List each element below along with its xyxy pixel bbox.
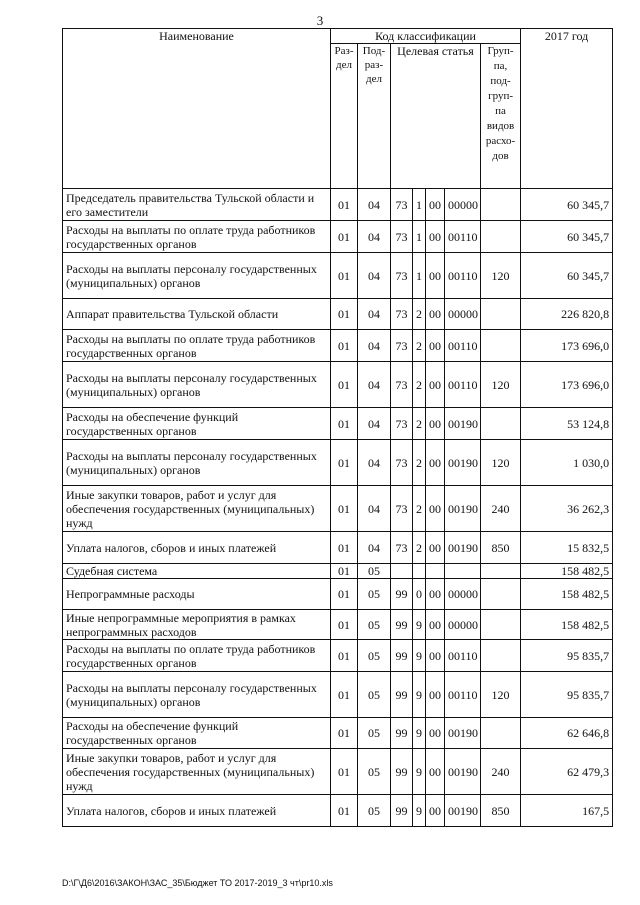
table-row <box>63 640 613 672</box>
row-name: Аппарат правительства Тульской области <box>63 299 331 330</box>
row-expense-type: 120 <box>481 440 521 486</box>
row-amount: 158 482,5 <box>521 610 613 640</box>
row-target-code: 00190 <box>445 408 481 440</box>
row-target-code: 00190 <box>445 440 481 486</box>
table-body <box>63 189 613 827</box>
row-amount: 167,5 <box>521 795 613 827</box>
table-row <box>63 253 613 299</box>
row-name: Расходы на выплаты по оплате труда работников государственных органов <box>63 640 331 672</box>
row-target-program: 73 <box>391 189 413 221</box>
table-row <box>63 610 613 640</box>
row-section: 01 <box>331 253 358 299</box>
row-subsection: 05 <box>358 672 391 718</box>
row-name: Иные непрограммные мероприятия в рамках непрограммных расходов <box>63 610 331 640</box>
header-subsection: Под- раз- дел <box>358 44 391 189</box>
row-subsection: 04 <box>358 532 391 564</box>
row-target-direction: 00 <box>426 640 445 672</box>
row-section: 01 <box>331 610 358 640</box>
row-target-program: 99 <box>391 672 413 718</box>
row-name: Расходы на выплаты по оплате труда работников государственных органов <box>63 221 331 253</box>
row-target-program: 73 <box>391 253 413 299</box>
row-subsection: 05 <box>358 640 391 672</box>
row-section: 01 <box>331 330 358 362</box>
row-target-program: 73 <box>391 408 413 440</box>
row-target-code: 00110 <box>445 362 481 408</box>
row-section: 01 <box>331 221 358 253</box>
row-expense-type <box>481 640 521 672</box>
row-target-code <box>445 564 481 579</box>
row-target-subprogram: 9 <box>413 795 426 827</box>
row-target-direction: 00 <box>426 253 445 299</box>
row-target-direction: 00 <box>426 408 445 440</box>
row-name: Расходы на выплаты персоналу государственных (муниципальных) органов <box>63 440 331 486</box>
row-expense-type: 850 <box>481 795 521 827</box>
row-target-program: 99 <box>391 749 413 795</box>
table-row <box>63 299 613 330</box>
row-target-direction: 00 <box>426 486 445 532</box>
row-amount: 62 646,8 <box>521 718 613 749</box>
row-target-direction: 00 <box>426 795 445 827</box>
row-subsection: 05 <box>358 564 391 579</box>
row-expense-type: 240 <box>481 749 521 795</box>
row-target-program: 73 <box>391 532 413 564</box>
row-amount: 95 835,7 <box>521 640 613 672</box>
row-name: Расходы на обеспечение функций государственных органов <box>63 408 331 440</box>
row-target-subprogram: 9 <box>413 640 426 672</box>
row-name: Председатель правительства Тульской области и его заместители <box>63 189 331 221</box>
row-target-code: 00190 <box>445 718 481 749</box>
header-name: Наименование <box>63 29 331 189</box>
row-target-code: 00000 <box>445 579 481 610</box>
table-row <box>63 221 613 253</box>
row-target-direction: 00 <box>426 672 445 718</box>
row-target-direction <box>426 564 445 579</box>
table-row <box>63 564 613 579</box>
page-number: 3 <box>316 13 324 28</box>
row-name: Расходы на обеспечение функций государственных органов <box>63 718 331 749</box>
row-name: Иные закупки товаров, работ и услуг для обеспечения государственных (муниципальных) нужд <box>63 486 331 532</box>
row-amount: 158 482,5 <box>521 564 613 579</box>
row-name: Уплата налогов, сборов и иных платежей <box>63 795 331 827</box>
row-target-direction: 00 <box>426 362 445 408</box>
row-section: 01 <box>331 564 358 579</box>
row-amount: 62 479,3 <box>521 749 613 795</box>
row-expense-type <box>481 564 521 579</box>
row-section: 01 <box>331 718 358 749</box>
row-expense-type: 120 <box>481 672 521 718</box>
row-subsection: 04 <box>358 486 391 532</box>
row-target-direction: 00 <box>426 532 445 564</box>
row-target-direction: 00 <box>426 610 445 640</box>
table-row <box>63 440 613 486</box>
row-amount: 60 345,7 <box>521 221 613 253</box>
row-target-code: 00190 <box>445 532 481 564</box>
row-target-subprogram: 1 <box>413 253 426 299</box>
row-subsection: 04 <box>358 440 391 486</box>
row-target-code: 00190 <box>445 795 481 827</box>
table-row <box>63 362 613 408</box>
row-target-direction: 00 <box>426 221 445 253</box>
row-section: 01 <box>331 579 358 610</box>
row-amount: 95 835,7 <box>521 672 613 718</box>
row-expense-type: 120 <box>481 362 521 408</box>
budget-table <box>62 28 613 827</box>
row-amount: 53 124,8 <box>521 408 613 440</box>
row-subsection: 05 <box>358 579 391 610</box>
row-target-program: 99 <box>391 640 413 672</box>
header-target: Целевая статья <box>391 44 481 189</box>
row-target-code: 00000 <box>445 610 481 640</box>
row-target-direction: 00 <box>426 718 445 749</box>
row-target-subprogram: 1 <box>413 189 426 221</box>
row-target-program: 99 <box>391 718 413 749</box>
row-expense-type <box>481 189 521 221</box>
table-row <box>63 330 613 362</box>
file-path-footer: D:\Г\Д6\2016\ЗАКОН\ЗАС_35\Бюджет ТО 2017-2019_3 чт\pr10.xls <box>62 878 333 888</box>
table-row <box>63 749 613 795</box>
row-amount: 36 262,3 <box>521 486 613 532</box>
row-target-code: 00110 <box>445 330 481 362</box>
row-target-subprogram: 9 <box>413 749 426 795</box>
row-section: 01 <box>331 362 358 408</box>
row-amount: 173 696,0 <box>521 330 613 362</box>
row-target-program: 73 <box>391 299 413 330</box>
row-section: 01 <box>331 640 358 672</box>
row-target-subprogram <box>413 564 426 579</box>
table-row <box>63 532 613 564</box>
table-row <box>63 486 613 532</box>
row-target-program: 73 <box>391 486 413 532</box>
row-amount: 60 345,7 <box>521 189 613 221</box>
row-amount: 15 832,5 <box>521 532 613 564</box>
row-section: 01 <box>331 749 358 795</box>
row-expense-type <box>481 610 521 640</box>
row-amount: 226 820,8 <box>521 299 613 330</box>
header-year: 2017 год <box>521 29 613 189</box>
row-target-subprogram: 2 <box>413 330 426 362</box>
table-row <box>63 189 613 221</box>
row-target-subprogram: 2 <box>413 440 426 486</box>
row-amount: 60 345,7 <box>521 253 613 299</box>
row-target-direction: 00 <box>426 189 445 221</box>
row-section: 01 <box>331 532 358 564</box>
table-row <box>63 408 613 440</box>
row-expense-type <box>481 330 521 362</box>
row-target-subprogram: 9 <box>413 718 426 749</box>
row-target-code: 00000 <box>445 189 481 221</box>
row-name: Расходы на выплаты персоналу государственных (муниципальных) органов <box>63 362 331 408</box>
row-target-subprogram: 2 <box>413 532 426 564</box>
header-code: Код классификации <box>331 29 521 44</box>
row-section: 01 <box>331 795 358 827</box>
table-row <box>63 718 613 749</box>
row-name: Расходы на выплаты персоналу государственных (муниципальных) органов <box>63 253 331 299</box>
row-target-subprogram: 0 <box>413 579 426 610</box>
row-target-direction: 00 <box>426 749 445 795</box>
row-target-program <box>391 564 413 579</box>
row-section: 01 <box>331 672 358 718</box>
row-target-program: 73 <box>391 362 413 408</box>
row-target-direction: 00 <box>426 579 445 610</box>
row-name: Расходы на выплаты по оплате труда работников государственных органов <box>63 330 331 362</box>
row-section: 01 <box>331 408 358 440</box>
row-section: 01 <box>331 440 358 486</box>
row-expense-type: 120 <box>481 253 521 299</box>
row-target-subprogram: 9 <box>413 672 426 718</box>
row-target-program: 99 <box>391 610 413 640</box>
row-expense-type: 240 <box>481 486 521 532</box>
row-target-code: 00110 <box>445 221 481 253</box>
row-subsection: 04 <box>358 253 391 299</box>
row-subsection: 04 <box>358 362 391 408</box>
row-expense-type <box>481 579 521 610</box>
row-expense-type <box>481 299 521 330</box>
row-target-code: 00110 <box>445 672 481 718</box>
row-target-subprogram: 2 <box>413 408 426 440</box>
row-expense-type <box>481 718 521 749</box>
row-subsection: 04 <box>358 189 391 221</box>
row-target-subprogram: 1 <box>413 221 426 253</box>
row-target-program: 73 <box>391 330 413 362</box>
row-target-code: 00000 <box>445 299 481 330</box>
row-subsection: 04 <box>358 408 391 440</box>
row-amount: 158 482,5 <box>521 579 613 610</box>
row-subsection: 04 <box>358 330 391 362</box>
row-target-subprogram: 2 <box>413 486 426 532</box>
row-target-code: 00110 <box>445 253 481 299</box>
row-section: 01 <box>331 299 358 330</box>
row-target-subprogram: 2 <box>413 362 426 408</box>
row-target-program: 73 <box>391 221 413 253</box>
row-target-code: 00110 <box>445 640 481 672</box>
row-target-program: 99 <box>391 795 413 827</box>
row-target-program: 73 <box>391 440 413 486</box>
row-expense-type <box>481 221 521 253</box>
row-target-direction: 00 <box>426 299 445 330</box>
row-subsection: 04 <box>358 299 391 330</box>
row-amount: 1 030,0 <box>521 440 613 486</box>
table-row <box>63 795 613 827</box>
row-section: 01 <box>331 189 358 221</box>
row-target-code: 00190 <box>445 486 481 532</box>
row-expense-type: 850 <box>481 532 521 564</box>
row-name: Расходы на выплаты персоналу государственных (муниципальных) органов <box>63 672 331 718</box>
row-name: Иные закупки товаров, работ и услуг для обеспечения государственных (муниципальных) нужд <box>63 749 331 795</box>
table-row <box>63 579 613 610</box>
row-target-subprogram: 2 <box>413 299 426 330</box>
row-name: Непрограммные расходы <box>63 579 331 610</box>
row-target-subprogram: 9 <box>413 610 426 640</box>
header-group: Груп- па, под- груп- па видов расхо- дов <box>481 44 521 189</box>
row-subsection: 05 <box>358 749 391 795</box>
row-subsection: 05 <box>358 718 391 749</box>
row-target-direction: 00 <box>426 330 445 362</box>
row-target-direction: 00 <box>426 440 445 486</box>
row-target-program: 99 <box>391 579 413 610</box>
row-name: Судебная система <box>63 564 331 579</box>
row-amount: 173 696,0 <box>521 362 613 408</box>
row-target-code: 00190 <box>445 749 481 795</box>
row-section: 01 <box>331 486 358 532</box>
table-row <box>63 672 613 718</box>
row-subsection: 04 <box>358 221 391 253</box>
row-subsection: 05 <box>358 795 391 827</box>
row-expense-type <box>481 408 521 440</box>
row-name: Уплата налогов, сборов и иных платежей <box>63 532 331 564</box>
row-subsection: 05 <box>358 610 391 640</box>
header-section: Раз- дел <box>331 44 358 189</box>
